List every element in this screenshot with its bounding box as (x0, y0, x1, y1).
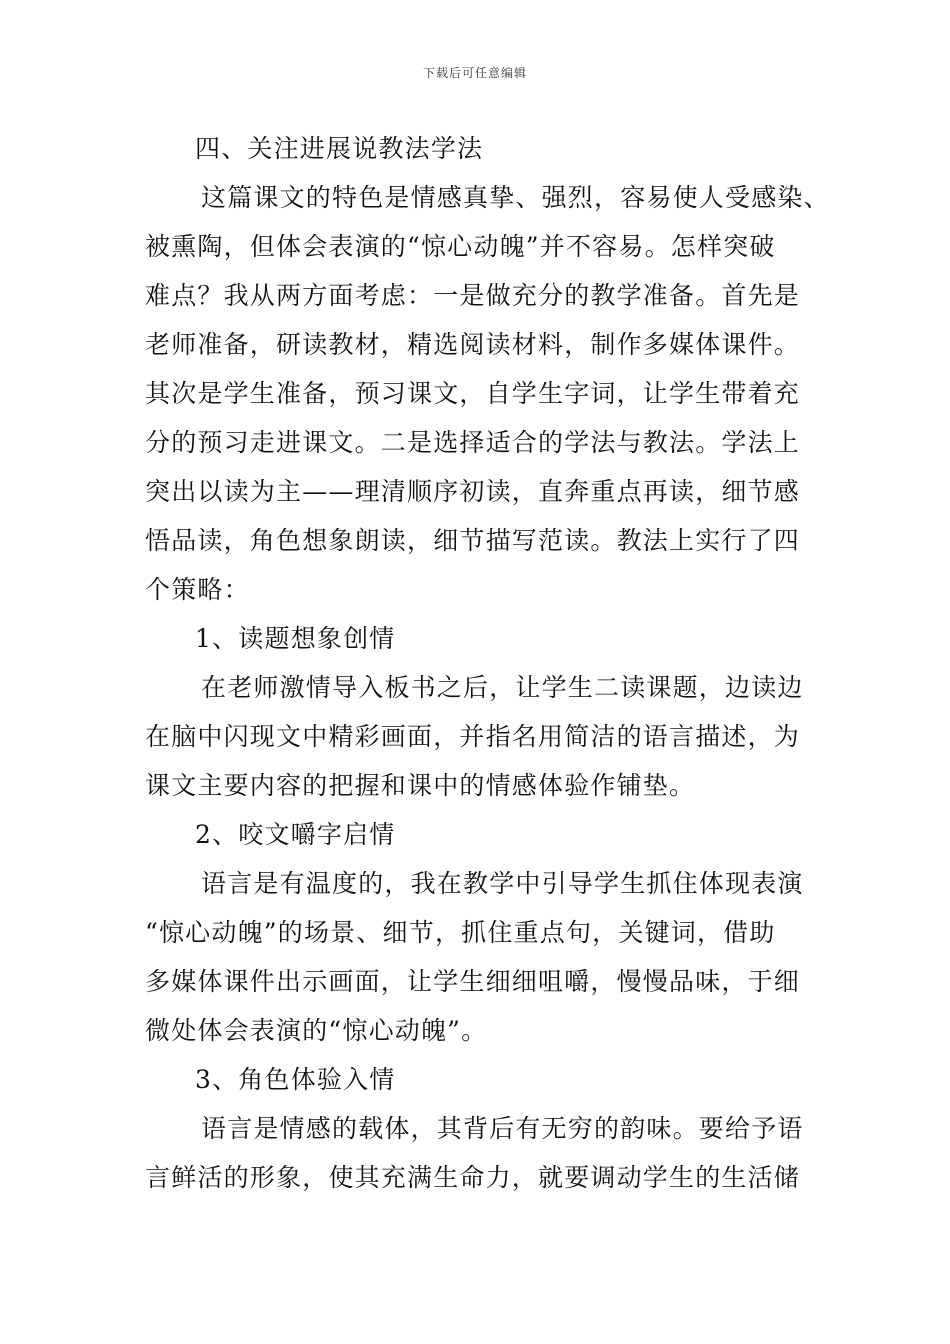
document-body (145, 124, 830, 1202)
section-heading: 四、关注进展说教法学法 (195, 134, 484, 163)
section-heading: 2、咬文嚼字启情 (195, 820, 396, 849)
paragraph-line: 分的预习走进课文。二是选择适合的学法与教法。学法上 (145, 428, 801, 457)
paragraph-line: 在脑中闪现文中精彩画面，并指名用简洁的语言描述，为 (145, 722, 801, 751)
paragraph-line: 多媒体课件出示画面，让学生细细咀嚼，慢慢品味，于细 (145, 967, 801, 996)
paragraph-line: 其次是学生准备，预习课文，自学生字词，让学生带着充 (145, 379, 801, 408)
paragraph-line: 老师准备，研读教材，精选阅读材料，制作多媒体课件。 (145, 330, 801, 359)
paragraph-line: 语言是有温度的，我在教学中引导学生抓住体现表演 (201, 869, 804, 898)
paragraph-line: 难点？我从两方面考虑：一是做充分的教学准备。首先是 (145, 281, 801, 310)
paragraph-line: 在老师激情导入板书之后，让学生二读课题，边读边 (201, 673, 804, 702)
section-heading: 3、角色体验入情 (195, 1065, 396, 1094)
paragraph-line: 被熏陶，但体会表演的“惊心动魄”并不容易。怎样突破 (145, 232, 776, 261)
paragraph-line: 课文主要内容的把握和课中的情感体验作铺垫。 (145, 771, 696, 800)
paragraph-line: 语言是情感的载体，其背后有无穷的韵味。要给予语 (201, 1114, 804, 1143)
paragraph-line: 突出以读为主——理清顺序初读，直奔重点再读，细节感 (145, 477, 801, 506)
paragraph-line: “惊心动魄”的场景、细节，抓住重点句，关键词，借助 (145, 918, 776, 947)
paragraph-line: 悟品读，角色想象朗读，细节描写范读。教法上实行了四 (145, 526, 801, 555)
page-header-note: 下载后可任意编辑 (422, 66, 527, 80)
section-heading: 1、读题想象创情 (195, 624, 396, 653)
paragraph-line: 言鲜活的形象，使其充满生命力，就要调动学生的生活储 (145, 1163, 801, 1192)
paragraph-line: 微处体会表演的“惊心动魄”。 (145, 1016, 488, 1045)
paragraph-line: 个策略： (145, 575, 250, 604)
paragraph-line: 这篇课文的特色是情感真挚、强烈，容易使人受感染、 (201, 183, 830, 212)
